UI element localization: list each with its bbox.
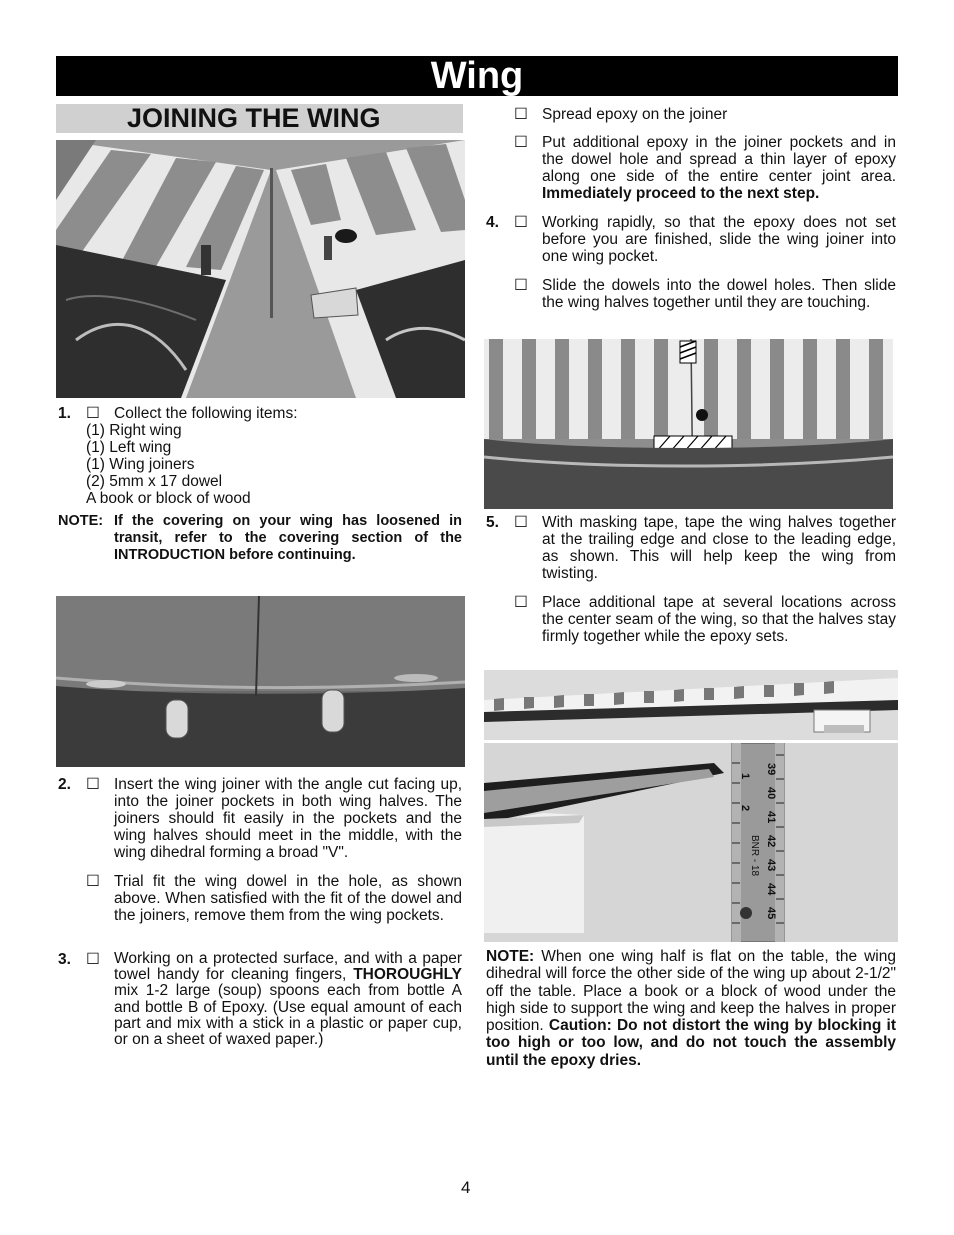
step-text: Slide the dowels into the dowel holes. Then slide the wing halves together until they are touching. xyxy=(542,277,896,311)
section-title: JOINING THE WING xyxy=(127,103,381,133)
ruler-mark: 39 xyxy=(765,763,777,776)
step-text-emphasis: Immediately proceed to the next step. xyxy=(542,185,820,202)
checkbox[interactable]: ☐ xyxy=(514,134,528,151)
note-dihedral xyxy=(486,948,896,1069)
ruler-measurement-photo xyxy=(484,743,898,942)
list-item: (2) 5mm x 17 dowel xyxy=(86,473,223,490)
step-4b xyxy=(486,277,896,328)
step-text xyxy=(114,951,462,1048)
step-number: 1. xyxy=(58,405,71,422)
ruler-mark: 42 xyxy=(765,835,777,848)
section-heading xyxy=(56,104,463,133)
step-text: Trial fit the wing dowel in the hole, as shown above. When satisfied with the fit of the dowel and the joiners, remove them from the wing pockets. xyxy=(114,873,462,924)
note-text: When one wing half is flat on the table, the wing dihedral will force the other side of the wing up about 2-1/2" off the table. Place a book or a block of wood under the high side to support the wing and keep the halves in proper position. xyxy=(486,948,896,1035)
step-text-emphasis: THOROUGHLY xyxy=(353,966,462,984)
ruler-mark: 2 xyxy=(739,805,751,812)
step-5 xyxy=(486,514,896,582)
ruler-mark: 1 xyxy=(739,773,751,780)
note-text: If the covering on your wing has loosened in transit, refer to the covering section of the INTRODUCTION before continuing. xyxy=(114,513,462,563)
step-text: Spread epoxy on the joiner xyxy=(542,106,728,123)
ruler-mark: 44 xyxy=(765,883,777,896)
step-number: 3. xyxy=(58,951,71,968)
step-text: Insert the wing joiner with the angle cut facing up, into the joiner pockets in both wing halves. The joiners should fit easily in the pockets and the wing halves should meet in the middle, with the wing dihedral forming a broad "V". xyxy=(114,776,462,861)
checkbox[interactable]: ☐ xyxy=(514,514,528,531)
wing-halves-photo xyxy=(56,140,465,398)
step-text: Place additional tape at several locations across the center seam of the wing, so that the halves stay firmly together while the epoxy sets. xyxy=(542,594,896,645)
step-text: Collect the following items: xyxy=(114,405,298,422)
step-2b xyxy=(58,873,462,941)
checkbox[interactable]: ☐ xyxy=(514,214,528,231)
ruler-mark: 45 xyxy=(765,907,777,920)
step-5b xyxy=(486,594,896,662)
ruler-mark: 40 xyxy=(765,787,777,800)
ruler-mark: 41 xyxy=(765,811,777,824)
step-text: Working rapidly, so that the epoxy does not set before you are finished, slide the wing joiner into one wing pocket. xyxy=(542,214,896,265)
checkbox[interactable]: ☐ xyxy=(514,277,528,294)
step-3c xyxy=(486,134,896,202)
checkbox[interactable]: ☐ xyxy=(86,873,100,890)
ruler-mark: 43 xyxy=(765,859,777,872)
joined-wing-photo xyxy=(484,339,893,509)
note-label: NOTE: xyxy=(58,513,104,529)
step-3 xyxy=(58,951,462,1061)
step-text-part: Put additional epoxy in the joiner pockets and in the dowel hole and spread a thin layer of epoxy along one side of the entire center joint area. xyxy=(542,134,896,185)
list-item: (1) Wing joiners xyxy=(86,456,195,473)
list-item: (1) Left wing xyxy=(86,439,172,456)
checkbox[interactable]: ☐ xyxy=(86,951,100,968)
list-item: A book or block of wood xyxy=(86,490,251,507)
step-2 xyxy=(58,776,462,861)
note-caution: Caution: Do not distort the wing by blocking it too high or too low, and do not touch the assembly until the epoxy dries. xyxy=(486,1017,897,1069)
step-number: 4. xyxy=(486,214,499,231)
page-title: Wing xyxy=(430,55,524,97)
step-number: 2. xyxy=(58,776,71,793)
step-3b xyxy=(486,106,896,123)
step-text-part: mix 1-2 large (soup) spoons each from bottle A and bottle B of Epoxy. (Use equal amount of each part and mix with a stick in a plastic or paper cup, or on a sheet of waxed paper.) xyxy=(114,982,462,1049)
step-1 xyxy=(58,405,462,422)
page-title-banner xyxy=(56,56,898,96)
checkbox[interactable]: ☐ xyxy=(86,405,100,422)
dowel-photo xyxy=(56,596,465,767)
step-text: With masking tape, tape the wing halves together at the trailing edge and close to the leading edge, as shown. This will help keep the wing from twisting. xyxy=(542,514,896,582)
checkbox[interactable]: ☐ xyxy=(514,106,528,123)
note-label: NOTE: xyxy=(486,948,535,965)
step-number: 5. xyxy=(486,514,499,531)
step-text-part: Working on a protected surface, and with a paper towel handy for cleaning fingers, xyxy=(114,950,462,984)
list-item: (1) Right wing xyxy=(86,422,182,439)
wing-block-photo xyxy=(484,670,898,740)
step-4 xyxy=(486,214,896,265)
ruler-brand: BNR - 18 xyxy=(749,835,760,877)
page-number: 4 xyxy=(461,1178,471,1197)
checkbox[interactable]: ☐ xyxy=(514,594,528,611)
step-text xyxy=(542,134,896,202)
checkbox[interactable]: ☐ xyxy=(86,776,100,793)
